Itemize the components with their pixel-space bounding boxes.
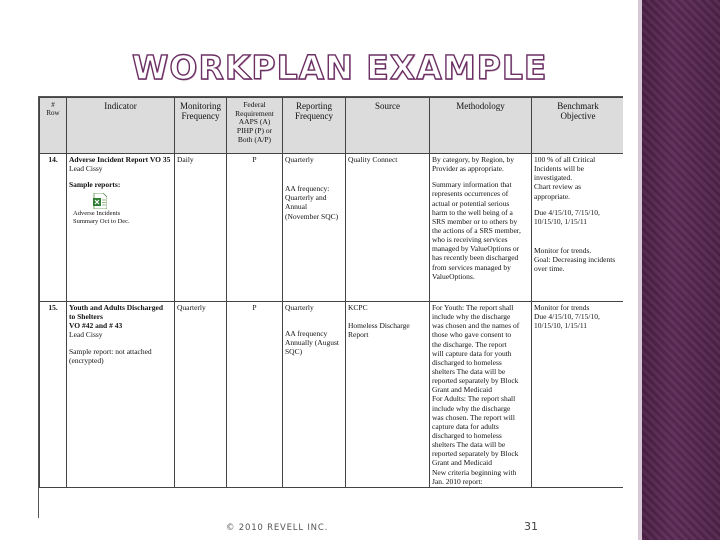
federal-cell: P [227,154,283,302]
sample-reports-label: Sample reports: [69,180,121,190]
methodology-cell [430,154,532,302]
decorative-side-band [642,0,720,540]
reporting-cell [283,154,346,302]
monitoring-cell: Quarterly [175,302,227,488]
source-cell: Quality Connect [346,154,430,302]
methodology-adults: For Adults: The report shall include why the discharge was chosen. The report will capture data for adults discharged to homeless shelters The data will be reported separately by Block Grant and Medicaid New criteria beginning with Jan. 2010 report: [432,394,519,486]
benchmark-trend-goal: Monitor for trends. Goal: Decreasing incidents over time. [534,245,616,274]
source-cell [346,302,430,488]
header-federal-requirement: Federal Requirement AAPS (A) PIHP (P) or Both (A/P) [227,98,283,154]
benchmark-cell [532,302,624,488]
header-reporting-frequency: Reporting Frequency [283,98,346,154]
benchmark-objective: Monitor for trends Due 4/15/10, 7/15/10, 10/15/10, 1/15/11 [534,303,600,331]
indicator-lead: Lead Cissy [69,164,103,174]
benchmark-due-dates: Due 4/15/10, 7/15/10, 10/15/10, 1/15/11 [534,207,600,226]
indicator-cell [67,302,175,488]
table-row [40,302,624,488]
row-number: 15. [40,302,67,488]
reporting-cell [283,302,346,488]
row-number: 14. [40,154,67,302]
excel-file-icon[interactable] [93,193,107,209]
table-row [40,154,624,302]
table-header-row [40,98,624,154]
slide-title: WORKPLAN EXAMPLE [132,48,548,87]
header-monitoring-frequency: Monitoring Frequency [175,98,227,154]
header-source: Source [346,98,430,154]
reporting-frequency: Quarterly [285,303,314,312]
page-number: 31 [524,520,538,533]
benchmark-objective: 100 % of all Critical Incidents will be investigated. Chart review as appropriate. [534,155,596,201]
indicator-lead: Lead Cissy [69,330,103,340]
header-benchmark-objective: Benchmark Objective [532,98,624,154]
workplan-table [39,97,623,488]
methodology-summary: Summary information that represents occurrences of actual or potential serious harm to the well being of a SRS member or to others by the actions of a SRS member, who is receiving services managed by ValueOptions or has recently been discharged from services managed by ValueOptions. [432,180,521,281]
indicator-cell [67,154,175,302]
aa-frequency: AA frequency: Quarterly and Annual (November SQC) [285,184,339,221]
indicator-title: Adverse Incident Report VO 35 [69,155,171,164]
attachment-caption: Adverse Incidents Summary Oct to Dec. [73,210,130,225]
indicator-title: Youth and Adults Discharged to Shelters VO #42 and # 43 [69,303,163,331]
header-row-number: # Row [40,98,67,154]
source-primary: KCPC [348,303,368,312]
workplan-document-image [38,96,623,518]
sample-report-note: Sample report: not attached (encrypted) [69,346,152,365]
federal-cell: P [227,302,283,488]
footer-copyright: © 2010 REVELL INC. [226,523,329,533]
reporting-frequency: Quarterly [285,155,314,164]
header-indicator: Indicator [67,98,175,154]
methodology-youth: For Youth: The report shall include why the discharge was chosen and the names of those who gave consent to the discharge. The report will capture data for youth discharged to homeless shelters The data will be reported separately by Block Grant and Medicaid [432,303,520,395]
aa-frequency: AA frequency Annually (August SQC) [285,329,339,357]
benchmark-cell [532,154,624,302]
source-secondary: Homeless Discharge Report [348,321,410,340]
methodology-text: By category, by Region, by Provider as appropriate. [432,155,514,174]
methodology-cell [430,302,532,488]
monitoring-cell: Daily [175,154,227,302]
header-methodology: Methodology [430,98,532,154]
